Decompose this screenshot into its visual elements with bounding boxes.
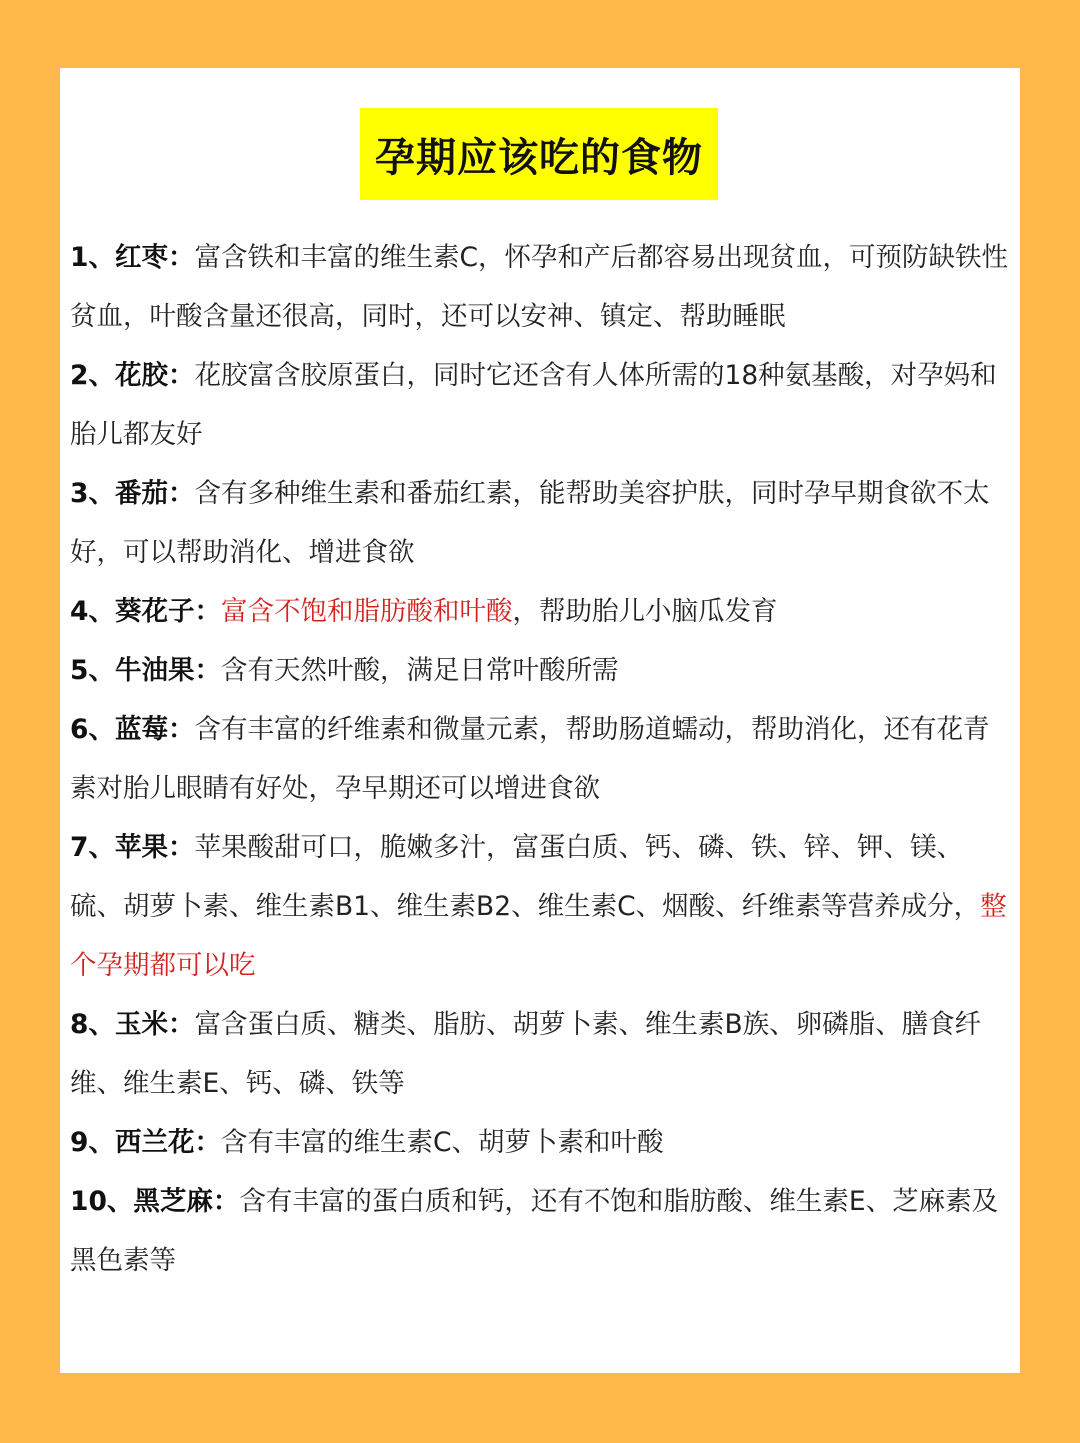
food-name: 8、玉米：: [70, 1009, 195, 1040]
list-item: [70, 995, 1012, 1113]
food-name: 10、黑芝麻：: [70, 1186, 240, 1217]
content-card: [60, 68, 1020, 1373]
food-name: 3、番茄：: [70, 478, 195, 509]
list-item: [70, 641, 1012, 700]
list-item: [70, 464, 1012, 582]
food-list: [70, 228, 1012, 1290]
food-name: 4、葵花子：: [70, 596, 221, 627]
food-description: 含有多种维生素和番茄红素，能帮助美容护肤，同时孕早期食欲不太好，可以帮助消化、增进食欲: [70, 478, 990, 568]
food-description: 花胶富含胶原蛋白，同时它还含有人体所需的18种氨基酸，对孕妈和胎儿都友好: [70, 360, 997, 450]
food-description: 富含蛋白质、糖类、脂肪、胡萝卜素、维生素B族、卵磷脂、膳食纤维、维生素E、钙、磷、铁等: [70, 1009, 982, 1099]
food-name: 7、苹果：: [70, 832, 195, 863]
food-description: 含有丰富的维生素C、胡萝卜素和叶酸: [220, 1127, 664, 1158]
highlighted-text: 富含不饱和脂肪酸和叶酸: [220, 596, 513, 627]
list-item: [70, 346, 1012, 464]
page-title: 孕期应该吃的食物: [360, 108, 718, 200]
list-item: [70, 228, 1012, 346]
list-item: [70, 1113, 1012, 1172]
food-name: 2、花胶：: [70, 360, 195, 391]
list-item: [70, 700, 1012, 818]
food-name: 5、牛油果：: [70, 655, 221, 686]
list-item: [70, 1172, 1012, 1290]
food-description: 富含铁和丰富的维生素C，怀孕和产后都容易出现贫血，可预防缺铁性贫血，叶酸含量还很高，同时，还可以安神、镇定、帮助睡眠: [70, 242, 1008, 332]
food-description: 含有丰富的纤维素和微量元素，帮助肠道蠕动，帮助消化，还有花青素对胎儿眼睛有好处，孕早期还可以增进食欲: [70, 714, 990, 804]
food-description: 含有丰富的蛋白质和钙，还有不饱和脂肪酸、维生素E、芝麻素及黑色素等: [70, 1186, 999, 1276]
food-name: 9、西兰花：: [70, 1127, 221, 1158]
highlighted-text: 整个孕期都可以吃: [70, 891, 1007, 981]
food-description: ，帮助胎儿小脑瓜发育: [512, 596, 778, 627]
list-item: [70, 818, 1012, 995]
food-description: 含有天然叶酸，满足日常叶酸所需: [220, 655, 619, 686]
food-description: 苹果酸甜可口，脆嫩多汁，富蛋白质、钙、磷、铁、锌、钾、镁、硫、胡萝卜素、维生素B1、维生素B2、维生素C、烟酸、纤维素等营养成分，: [70, 832, 981, 922]
list-item: [70, 582, 1012, 641]
food-name: 1、红枣：: [70, 242, 195, 273]
food-name: 6、蓝莓：: [70, 714, 195, 745]
